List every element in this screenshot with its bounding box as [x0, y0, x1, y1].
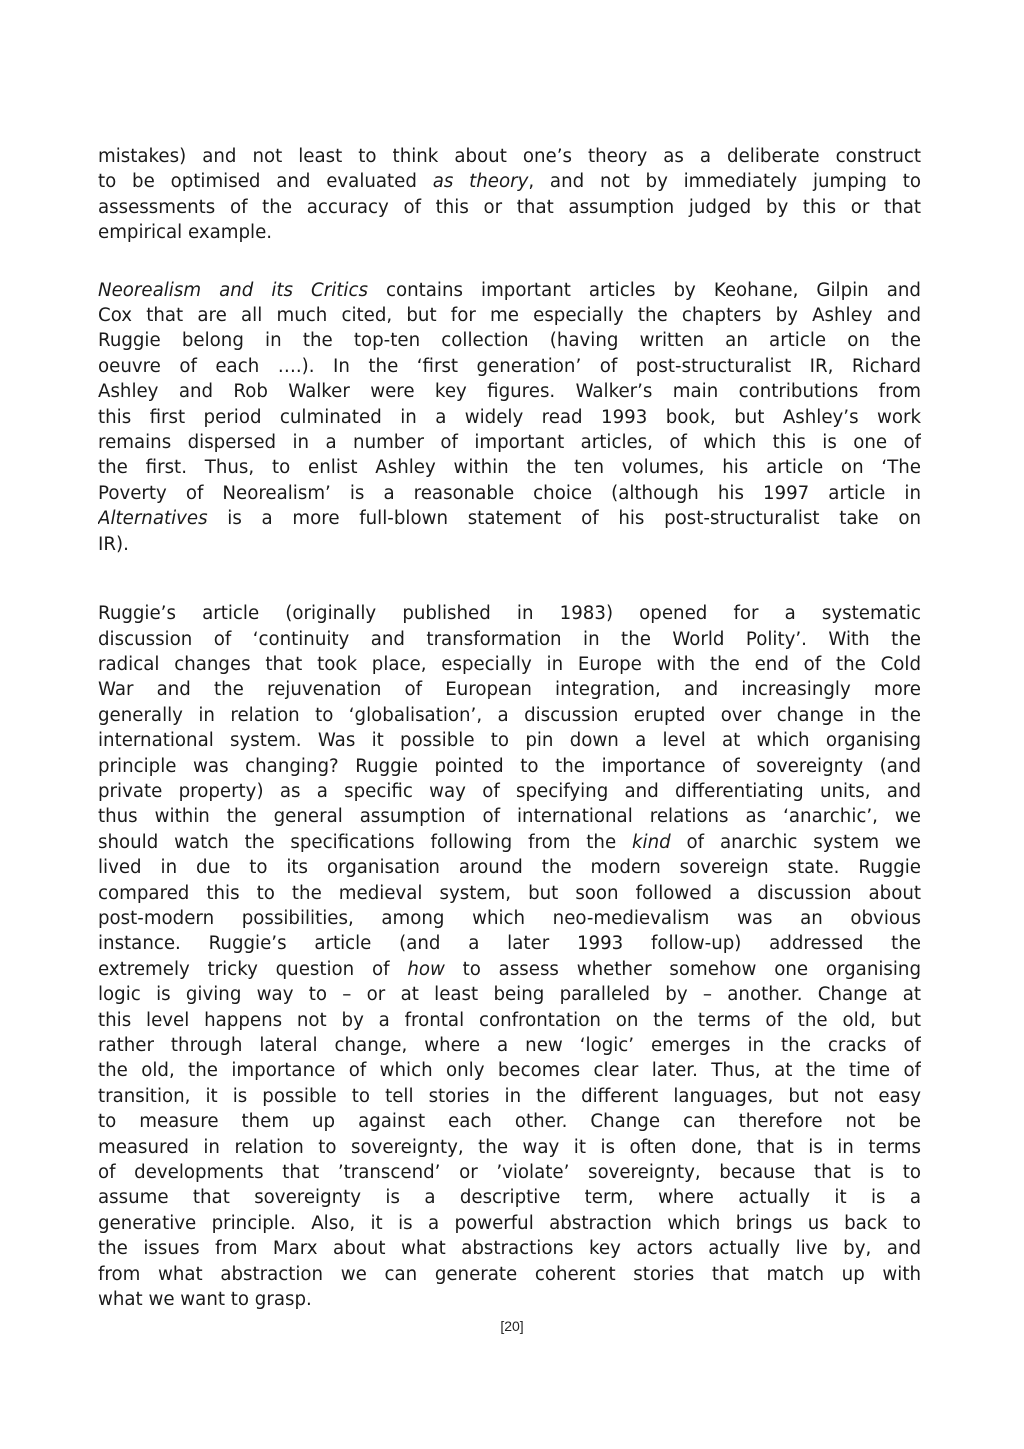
- text-line: Poverty of Neorealism’ is a reasonable choice (although his 1997 article in: [98, 482, 921, 504]
- text-line: the old, the importance of which only becomes clear later. Thus, at the time of: [98, 1060, 921, 1082]
- text-line: IR).: [98, 533, 129, 555]
- page-number: [20]: [500, 1318, 524, 1334]
- text-line: radical changes that took place, especially in Europe with the end of the Cold: [98, 653, 921, 675]
- text-line: empirical example.: [98, 222, 273, 244]
- text-line: mistakes) and not least to think about one’s theory as a deliberate construct: [98, 146, 921, 167]
- text-line: should watch the specifications following from the kind of anarchic system we: [98, 831, 921, 853]
- text-line: Ashley and Rob Walker were key figures. Walker’s main contributions from: [98, 381, 921, 403]
- text-line: the issues from Marx about what abstractions key actors actually live by, and: [98, 1238, 921, 1260]
- text-line: discussion of ‘continuity and transformation in the World Polity’. With the: [98, 628, 921, 650]
- text-line: War and the rejuvenation of European integration, and increasingly more: [98, 679, 921, 701]
- text-line: private property) as a specific way of specifying and differentiating units, and: [98, 780, 921, 802]
- italic-text: how: [407, 958, 445, 980]
- italic-text: kind: [632, 831, 671, 853]
- text-line: Cox that are all much cited, but for me especially the chapters by Ashley and: [98, 305, 921, 327]
- text-line: principle was changing? Ruggie pointed to the importance of sovereignty (and: [98, 755, 921, 777]
- text-line: to measure them up against each other. Change can therefore not be: [98, 1111, 921, 1133]
- text-line: this first period culminated in a widely read 1993 book, but Ashley’s work: [98, 406, 921, 428]
- text-line: of developments that ’transcend’ or ’violate’ sovereignty, because that is to: [98, 1162, 921, 1184]
- text-line: Neorealism and its Critics contains important articles by Keohane, Gilpin and: [98, 279, 921, 301]
- text-line: generally in relation to ‘globalisation’, a discussion erupted over change in the: [98, 704, 921, 726]
- text-line: lived in due to its organisation around the modern sovereign state. Ruggie: [98, 857, 921, 879]
- text-line: Alternatives is a more full-blown statement of his post-structuralist take on: [98, 508, 921, 530]
- text-line: the first. Thus, to enlist Ashley within the ten volumes, his article on ‘The: [98, 457, 921, 479]
- text-line: compared this to the medieval system, but soon followed a discussion about: [98, 882, 921, 904]
- text-line: Ruggie’s article (originally published in 1983) opened for a systematic: [98, 603, 921, 625]
- document-body: [98, 144, 921, 1312]
- text-line: instance. Ruggie’s article (and a later 1993 follow-up) addressed the: [98, 933, 921, 955]
- text-line: assessments of the accuracy of this or that assumption judged by this or that: [98, 196, 921, 218]
- text-line: assume that sovereignty is a descriptive term, where actually it is a: [98, 1187, 921, 1209]
- text-line: thus within the general assumption of international relations as ‘anarchic’, we: [98, 806, 921, 828]
- paragraph-2: [98, 278, 921, 557]
- paragraph-1: [98, 144, 921, 246]
- text-line: measured in relation to sovereignty, the way it is often done, that is in terms: [98, 1136, 921, 1158]
- text-line: extremely tricky question of how to assess whether somehow one organising: [98, 958, 921, 980]
- text-line: this level happens not by a frontal confrontation on the terms of the old, but: [98, 1009, 921, 1031]
- text-line: generative principle. Also, it is a powerful abstraction which brings us back to: [98, 1212, 921, 1234]
- text-line: oeuvre of each ….). In the ‘first generation’ of post-structuralist IR, Richard: [98, 355, 921, 377]
- text-line: what we want to grasp.: [98, 1289, 312, 1311]
- italic-text: Neorealism and its Critics: [98, 279, 368, 301]
- paragraph-3: [98, 601, 921, 1312]
- italic-text: Alternatives: [98, 508, 208, 530]
- text-line: logic is giving way to – or at least being paralleled by – another. Change at: [98, 984, 921, 1006]
- text-line: from what abstraction we can generate coherent stories that match up with: [98, 1263, 921, 1285]
- text-line: international system. Was it possible to pin down a level at which organising: [98, 730, 921, 752]
- text-line: rather through lateral change, where a new ‘logic’ emerges in the cracks of: [98, 1035, 921, 1056]
- text-line: transition, it is possible to tell stories in the different languages, but not easy: [98, 1085, 921, 1107]
- text-line: post-modern possibilities, among which neo-medievalism was an obvious: [98, 907, 921, 929]
- text-line: to be optimised and evaluated as theory, and not by immediately jumping to: [98, 171, 921, 193]
- text-line: Ruggie belong in the top-ten collection (having written an article on the: [98, 330, 921, 352]
- italic-text: as theory: [432, 171, 529, 193]
- text-line: remains dispersed in a number of important articles, of which this is one of: [98, 432, 921, 454]
